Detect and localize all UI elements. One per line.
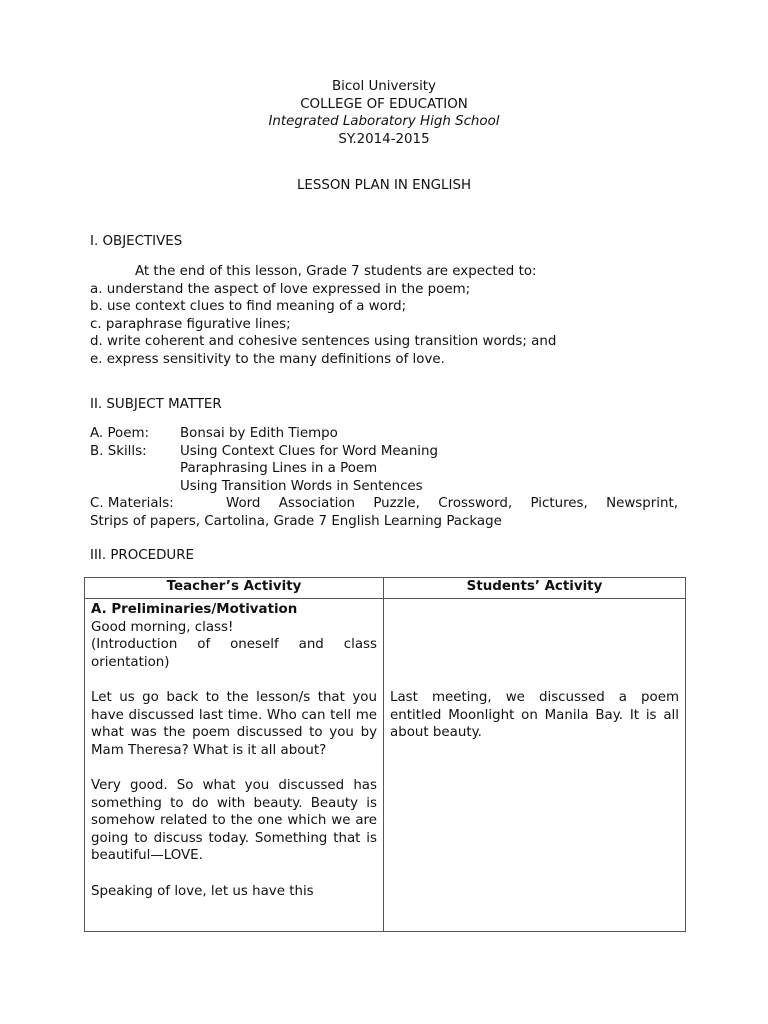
procedure-table <box>84 577 686 932</box>
sub-heading: A. Preliminaries/Motivation <box>91 602 298 617</box>
table-row <box>85 599 686 932</box>
student-answer: Last meeting, we discussed a poem entitled Moonlight on Manila Bay. It is all about beauty. <box>390 689 679 741</box>
teacher-greeting: Good morning, class! <box>91 619 234 635</box>
subject-matter-heading: II. SUBJECT MATTER <box>90 397 222 412</box>
poem-value: Bonsai by Edith Tiempo <box>180 426 338 441</box>
skills-label: B. Skills: <box>90 443 147 459</box>
objective-item: d. write coherent and cohesive sentences using transition words; and <box>90 334 557 350</box>
skills-row <box>90 460 678 478</box>
teacher-column-header: Teacher’s Activity <box>85 578 384 599</box>
teacher-next: Speaking of love, let us have this <box>91 883 314 899</box>
materials-line: Word Association Puzzle, Crossword, Pictures, Newsprint, <box>226 496 678 512</box>
objectives-section <box>90 233 680 251</box>
objectives-list <box>90 263 680 369</box>
materials-line: Strips of papers, Cartolina, Grade 7 English Learning Package <box>90 513 502 529</box>
objective-item: e. express sensitivity to the many definitions of love. <box>90 351 445 367</box>
teacher-question: Let us go back to the lesson/s that you have discussed last time. Who can tell me what was the poem discussed to you by Mam Theresa? What is it all about? <box>91 689 377 758</box>
teacher-activity-cell <box>85 599 384 932</box>
materials-row <box>90 495 678 513</box>
university-name: Bicol University <box>332 79 436 94</box>
teacher-intro: (Introduction of oneself and class orientation) <box>91 637 377 670</box>
document-header <box>0 78 768 148</box>
school-name: Integrated Laboratory High School <box>268 114 500 130</box>
subject-matter-body <box>90 425 678 531</box>
teacher-response: Very good. So what you discussed has something to do with beauty. Beauty is somehow related to the one which we are going to discuss today. Something that is beautiful—LOVE. <box>91 777 377 864</box>
skills-row <box>90 478 678 496</box>
skill-item: Using Context Clues for Word Meaning <box>180 443 439 459</box>
poem-label: A. Poem: <box>90 426 150 441</box>
objective-item: c. paraphrase figurative lines; <box>90 316 291 332</box>
students-column-header: Students’ Activity <box>384 578 686 599</box>
objectives-heading: I. OBJECTIVES <box>90 234 183 249</box>
objective-item: a. understand the aspect of love expressed in the poem; <box>90 281 471 297</box>
skills-row <box>90 443 678 461</box>
school-year: SY.2014-2015 <box>338 131 430 147</box>
students-activity-cell <box>384 599 686 932</box>
table-header-row <box>85 578 686 599</box>
objective-item: b. use context clues to find meaning of a word; <box>90 299 407 315</box>
objectives-intro: At the end of this lesson, Grade 7 students are expected to: <box>135 264 537 279</box>
college-name: COLLEGE OF EDUCATION <box>300 96 468 112</box>
poem-row <box>90 425 678 443</box>
skill-item: Paraphrasing Lines in a Poem <box>180 461 378 477</box>
skill-item: Using Transition Words in Sentences <box>180 478 423 494</box>
materials-label: C. Materials: <box>90 496 174 512</box>
document-title: LESSON PLAN IN ENGLISH <box>296 178 472 193</box>
procedure-heading: III. PROCEDURE <box>90 548 194 563</box>
